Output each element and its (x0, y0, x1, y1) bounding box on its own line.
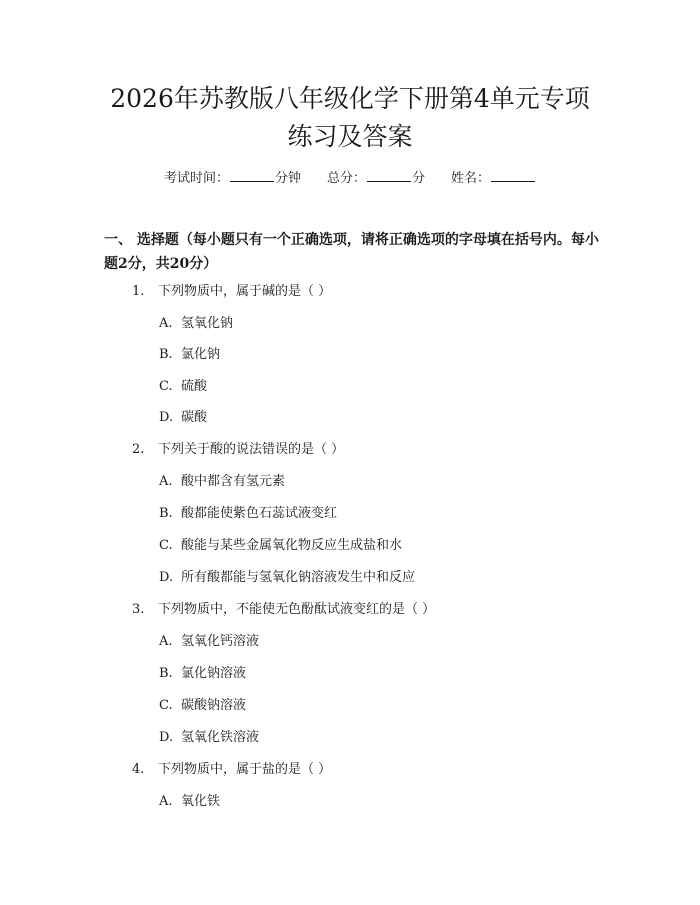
option-2a[interactable] (159, 472, 285, 492)
option-text: 碳酸 (181, 410, 208, 425)
option-text: 酸中都含有氢元素 (181, 474, 286, 489)
option-letter: D. (159, 570, 174, 585)
question-3 (132, 600, 435, 620)
option-3b[interactable] (159, 664, 246, 684)
option-text: 所有酸都能与氢氧化钠溶液发生中和反应 (181, 570, 416, 585)
question-number: 1. (132, 284, 145, 299)
question-1 (132, 282, 331, 302)
option-text: 氢氧化钙溶液 (181, 634, 260, 649)
option-2b[interactable] (159, 504, 337, 524)
option-letter: B. (159, 666, 173, 681)
question-text: 下列关于酸的说法错误的是（ ） (158, 442, 345, 457)
option-letter: C. (159, 538, 173, 553)
option-2d[interactable] (159, 568, 415, 588)
option-text: 氯化钠 (181, 347, 221, 362)
option-1d[interactable] (159, 408, 207, 428)
time-blank[interactable] (230, 168, 274, 182)
question-text: 下列物质中，属于盐的是（ ） (158, 762, 332, 777)
option-letter: B. (159, 506, 173, 521)
option-3c[interactable] (159, 696, 246, 716)
option-text: 氧化铁 (181, 794, 221, 809)
time-label: 考试时间： (163, 171, 229, 186)
option-3d[interactable] (159, 728, 259, 748)
question-number: 4. (132, 762, 145, 777)
option-1c[interactable] (159, 377, 207, 397)
question-number: 3. (132, 602, 145, 617)
option-text: 氢氧化钠 (181, 316, 234, 331)
score-label: 总分： (326, 171, 366, 186)
option-letter: C. (159, 698, 173, 713)
question-4 (132, 760, 331, 780)
option-3a[interactable] (159, 632, 259, 652)
title-line-1: 2026年苏教版八年级化学下册第4单元专项 (110, 84, 590, 113)
time-unit: 分钟 (274, 171, 301, 186)
option-text: 酸都能使紫色石蕊试液变红 (181, 506, 338, 521)
score-blank[interactable] (367, 168, 411, 182)
option-letter: B. (159, 347, 173, 362)
option-letter: D. (159, 730, 174, 745)
option-4a[interactable] (159, 792, 220, 812)
option-letter: C. (159, 379, 173, 394)
option-letter: A. (159, 316, 173, 331)
document-title (80, 80, 620, 156)
option-text: 硫酸 (181, 379, 208, 394)
option-letter: A. (159, 794, 173, 809)
option-text: 碳酸钠溶液 (181, 698, 247, 713)
option-1a[interactable] (159, 314, 233, 334)
option-2c[interactable] (159, 536, 402, 556)
option-text: 酸能与某些金属氧化物反应生成盐和水 (181, 538, 403, 553)
question-text: 下列物质中，属于碱的是（ ） (158, 284, 332, 299)
question-number: 2. (132, 442, 145, 457)
section-heading: 一、 选择题（每小题只有一个正确选项，请将正确选项的字母填在括号内。每小题2分，共20分） (104, 232, 599, 272)
name-label: 姓名： (451, 171, 491, 186)
option-letter: A. (159, 474, 173, 489)
title-line-2: 练习及答案 (287, 122, 413, 151)
option-letter: D. (159, 410, 174, 425)
score-unit: 分 (412, 171, 426, 186)
option-text: 氢氧化铁溶液 (181, 730, 260, 745)
question-2 (132, 440, 344, 460)
question-text: 下列物质中，不能使无色酚酞试液变红的是（ ） (158, 602, 436, 617)
option-1b[interactable] (159, 345, 220, 365)
name-blank[interactable] (491, 168, 535, 182)
option-text: 氯化钠溶液 (181, 666, 247, 681)
exam-meta-line (0, 168, 700, 189)
option-letter: A. (159, 634, 173, 649)
